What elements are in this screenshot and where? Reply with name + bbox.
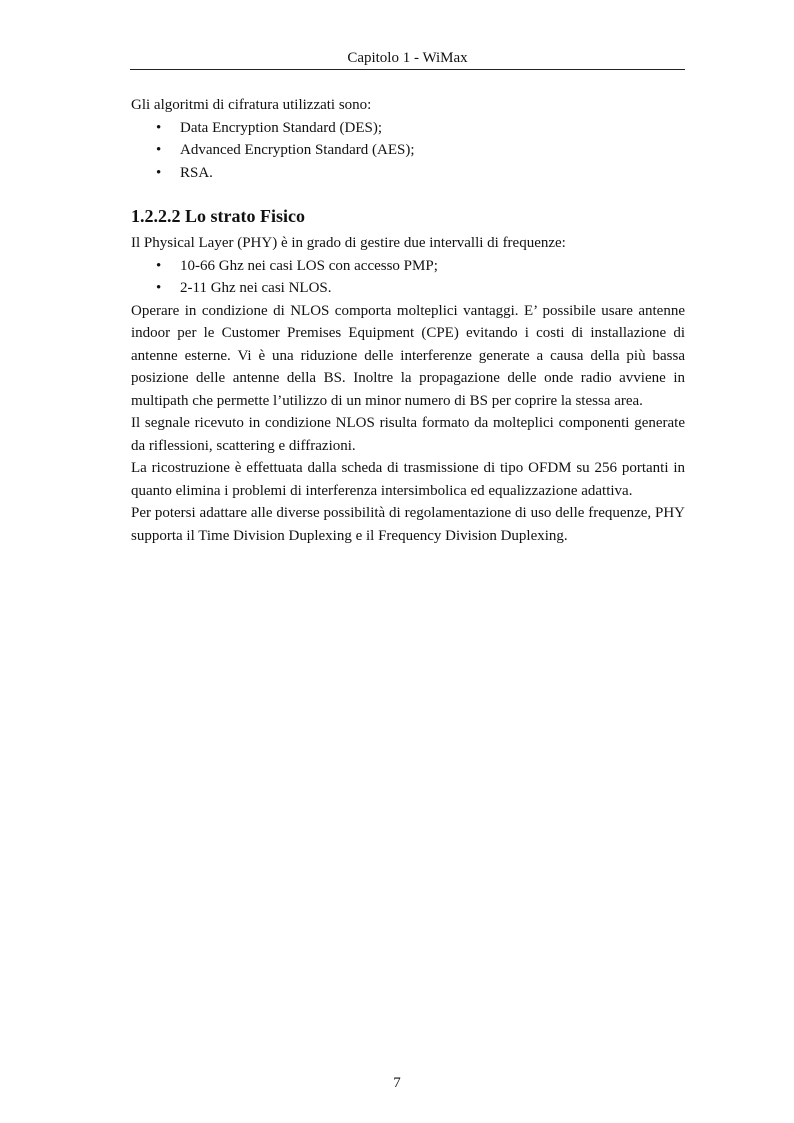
list-item-text: Data Encryption Standard (DES);	[180, 119, 383, 136]
cipher-list	[131, 117, 685, 185]
frequency-list	[131, 255, 685, 300]
section-intro-text: Il Physical Layer (PHY) è in grado di gestire due intervalli di frequenze:	[131, 235, 566, 251]
list-item-text: Advanced Encryption Standard (AES);	[180, 142, 415, 158]
page-content	[131, 94, 685, 547]
list-item-text: 2-11 Ghz nei casi NLOS.	[180, 280, 332, 296]
section-heading: 1.2.2.2 Lo strato Fisico	[131, 206, 305, 226]
page-header	[130, 49, 685, 70]
nlos-advantages-paragraph: Operare in condizione di NLOS comporta molteplici vantaggi. E’ possibile usare antenne indoor per le Customer Premises Equipment (CPE) evitando i costi di installazione di antenne esterne. Vi è una riduzione delle interferenze generate a causa della più bassa posizione delle antenne della BS. Inoltre la propagazione delle onde radio avviene in multipath che permette l’utilizzo di un minor numero di BS per coprire la stessa area.	[131, 302, 685, 409]
chapter-title: Capitolo 1 - WiMax	[347, 50, 468, 66]
list-item	[131, 139, 685, 162]
bullet-icon: •	[156, 164, 162, 181]
duplexing-paragraph: Per potersi adattare alle diverse possibilità di regolamentazione di uso delle frequenze, PHY supporta il Time Division Duplexing e il Frequency Division Duplexing.	[131, 505, 685, 544]
nlos-signal-paragraph: Il segnale ricevuto in condizione NLOS risulta formato da molteplici componenti generate da riflessioni, scattering e diffrazioni.	[131, 415, 685, 454]
bullet-icon: •	[156, 142, 162, 158]
list-item-text: RSA.	[180, 164, 213, 181]
ofdm-paragraph: La ricostruzione è effettuata dalla scheda di trasmissione di tipo OFDM su 256 portanti in quanto elimina i problemi di interferenza intersimbolica ed equalizzazione adattiva.	[131, 460, 685, 499]
cipher-intro-text: Gli algoritmi di cifratura utilizzati sono:	[131, 97, 372, 113]
bullet-icon: •	[156, 119, 162, 136]
bullet-icon: •	[156, 257, 162, 274]
list-item	[131, 277, 685, 300]
list-item	[131, 162, 685, 185]
list-item	[131, 117, 685, 140]
list-item	[131, 255, 685, 278]
bullet-icon: •	[156, 280, 162, 296]
page-number: 7	[393, 1075, 401, 1091]
list-item-text: 10-66 Ghz nei casi LOS con accesso PMP;	[180, 257, 438, 274]
